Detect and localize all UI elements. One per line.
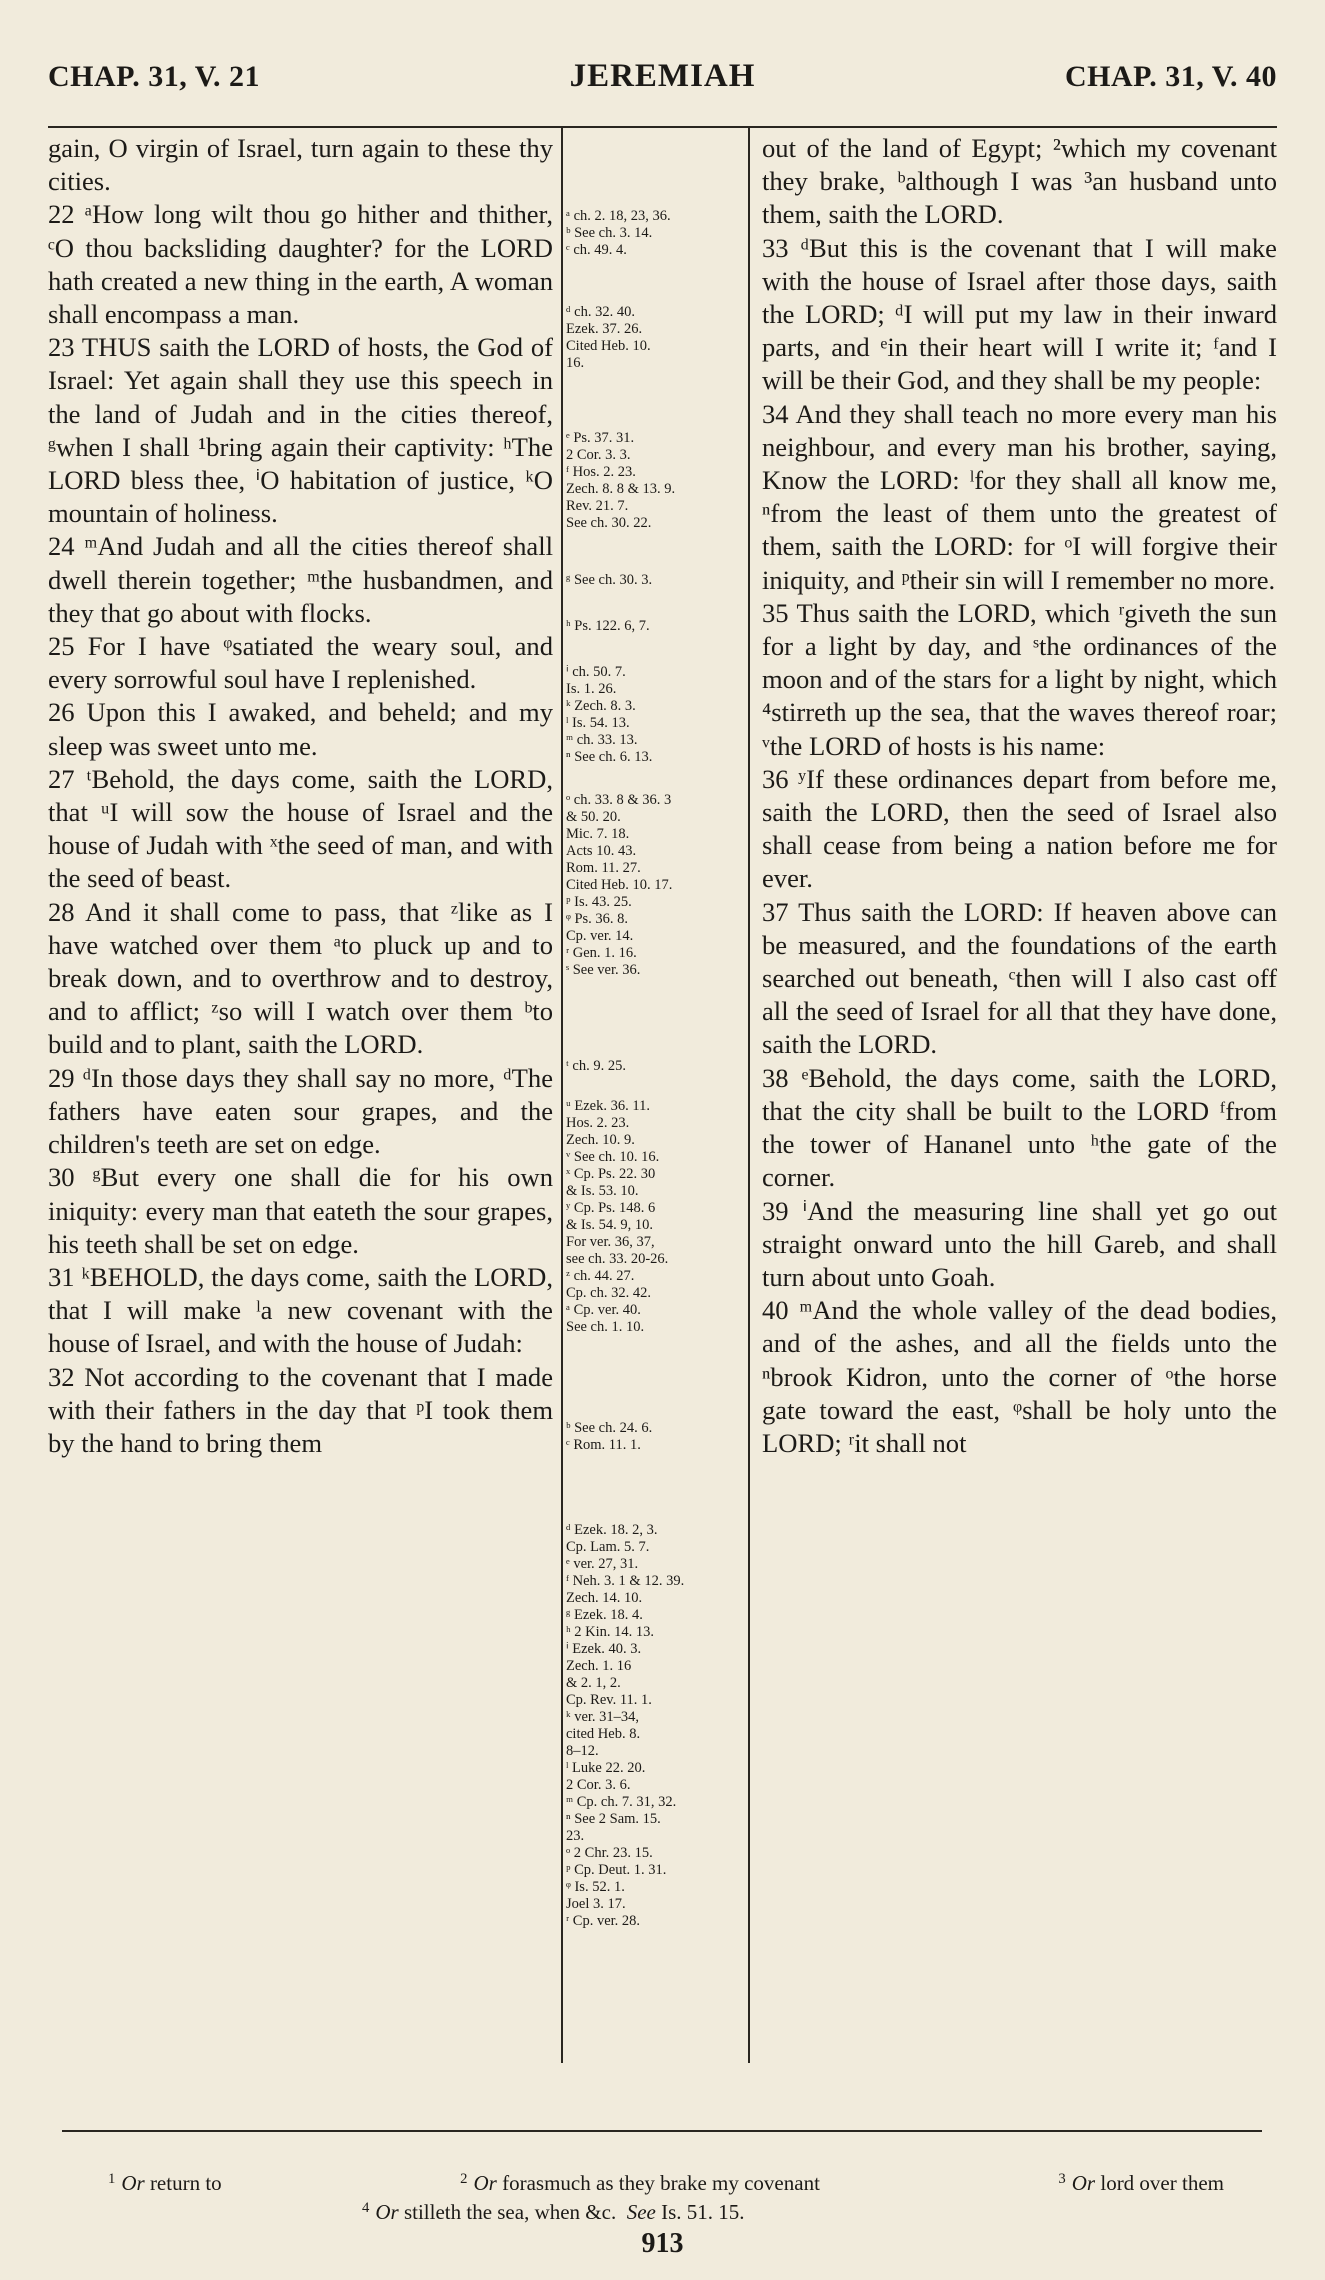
- ref-group-v33b: [566, 430, 744, 532]
- cross-reference-line: ᵘ Ezek. 36. 11.: [566, 1098, 650, 1114]
- cross-reference-line: ᶜ ch. 49. 4.: [566, 242, 627, 258]
- cross-reference-line: ᵖ Cp. Deut. 1. 31.: [566, 1862, 667, 1878]
- footnote-4-number: 4: [362, 2200, 370, 2217]
- footnote-2: [460, 2170, 820, 2199]
- footnote-1-number: 1: [108, 2171, 116, 2188]
- cross-reference-line: Cited Heb. 10.: [566, 338, 651, 354]
- verse-24: 24 ᵐAnd Judah and all the cities thereof shall dwell therein together; ᵐthe husbandmen, and they that go about with flocks.: [48, 531, 553, 628]
- footnotes: [62, 2170, 1262, 2228]
- ref-group-v33a: [566, 304, 744, 372]
- footnote-4-see: See: [626, 2200, 656, 2224]
- cross-reference-line: 23.: [566, 1828, 585, 1844]
- cross-reference-line: ˣ Cp. Ps. 22. 30: [566, 1166, 656, 1182]
- cross-reference-line: ᵉ ver. 27, 31.: [566, 1556, 639, 1572]
- cross-reference-line: ˢ See ver. 36.: [566, 962, 641, 978]
- ref-group-v34: [566, 792, 744, 979]
- cross-reference-line: ʳ Cp. ver. 28.: [566, 1913, 641, 1929]
- column-rule-left: [561, 128, 563, 2063]
- cross-reference-line: Joel 3. 17.: [566, 1896, 626, 1912]
- verse-31: 31 ᵏBEHOLD, the days come, saith the LORD, that I will make ˡa new covenant with the house of Israel, and with the house of Judah:: [48, 1261, 553, 1359]
- verse-30: 30 ᵍBut every one shall die for his own iniquity: every man that eateth the sour grapes, his teeth shall be set on edge.: [48, 1162, 553, 1259]
- verse-26: 26 Upon this I awaked, and beheld; and my sleep was sweet unto me.: [48, 697, 553, 761]
- footnote-row-2: [62, 2199, 1262, 2228]
- cross-reference-line: Cp. ch. 32. 42.: [566, 1285, 651, 1301]
- ref-group-v27u: [566, 1098, 744, 1336]
- ref-group-v22: [566, 208, 744, 259]
- verse-34: 34 And they shall teach no more every man his neighbour, and every man his brother, saying, Know the LORD: ˡfor they shall all know me, ⁿfrom the least of them unto the greatest of them, saith the LORD: for ᵒI will forgive their iniquity, and ᵖtheir sin will I remember no more.: [762, 398, 1277, 595]
- verse-38: 38 ᵉBehold, the days come, saith the LORD, that the city shall be built to the LORD ᶠfrom the tower of Hananel unto ʰthe gate of the corner.: [762, 1062, 1277, 1193]
- cross-reference-line: ᵏ Zech. 8. 3.: [566, 698, 636, 714]
- cross-reference-line: ᵍ See ch. 30. 3.: [566, 572, 653, 588]
- footnote-3-text: lord over them: [1100, 2171, 1224, 2195]
- cross-reference-line: ᵒ 2 Chr. 23. 15.: [566, 1845, 653, 1861]
- cross-reference-line: ʳ Gen. 1. 16.: [566, 945, 637, 961]
- ref-group-v23g: [566, 572, 744, 589]
- cross-reference-line: Cp. Lam. 5. 7.: [566, 1539, 650, 1555]
- cross-reference-line: ᵠ Ps. 36. 8.: [566, 911, 629, 927]
- footnote-1-text: return to: [149, 2171, 222, 2195]
- ref-group-v23h: [566, 618, 744, 635]
- column-rule-right: [748, 128, 750, 2063]
- cross-reference-line: Acts 10. 43.: [566, 843, 637, 859]
- cross-reference-line: Zech. 1. 16: [566, 1658, 632, 1674]
- cross-reference-line: & 2. 1, 2.: [566, 1675, 621, 1691]
- running-head: [48, 58, 1277, 118]
- footnote-2-text: forasmuch as they brake my covenant: [502, 2171, 820, 2195]
- footnote-4-or: Or: [375, 2200, 399, 2224]
- cross-reference-line: 2 Cor. 3. 3.: [566, 447, 631, 463]
- cross-reference-line: 16.: [566, 355, 585, 371]
- verse-27: 27 ᵗBehold, the days come, saith the LORD, that ᵘI will sow the house of Israel and the house of Judah with ˣthe seed of man, and with the seed of beast.: [48, 763, 553, 894]
- header-book-title: JEREMIAH: [569, 58, 756, 94]
- ref-group-v29: [566, 1522, 744, 1930]
- cross-reference-line: ᵃ Cp. ver. 40.: [566, 1302, 641, 1318]
- footnote-2-number: 2: [460, 2171, 468, 2188]
- header-left-chapter-verse: CHAP. 31, V. 21: [48, 60, 260, 93]
- cross-reference-line: Zech. 10. 9.: [566, 1132, 635, 1148]
- cross-reference-line: ⁿ See ch. 6. 13.: [566, 749, 653, 765]
- right-text-column: [762, 132, 1277, 1460]
- cross-reference-line: & 50. 20.: [566, 809, 621, 825]
- header-right-chapter-verse: CHAP. 31, V. 40: [1065, 60, 1277, 93]
- verse-35: 35 Thus saith the LORD, which ʳgiveth the sun for a light by day, and ˢthe ordinances of the moon and of the stars for a light by night, which ⁴stirreth up the sea, that the waves thereof roar; ᵛthe LORD of hosts is his name:: [762, 597, 1277, 761]
- cross-reference-line: ᵃ ch. 2. 18, 23, 36.: [566, 208, 671, 224]
- cross-reference-line: Zech. 8. 8 & 13. 9.: [566, 481, 676, 497]
- cross-reference-line: ᵈ ch. 32. 40.: [566, 304, 635, 320]
- cross-reference-line: ᵇ See ch. 3. 14.: [566, 225, 653, 241]
- footnote-3-number: 3: [1058, 2171, 1066, 2188]
- cross-reference-line: ⁱ ch. 50. 7.: [566, 664, 626, 680]
- cross-reference-line: ʸ Cp. Ps. 148. 6: [566, 1200, 656, 1216]
- verse-29: 29 ᵈIn those days they shall say no more, ᵈThe fathers have eaten sour grapes, and the children's teeth are set on edge.: [48, 1062, 553, 1160]
- cross-reference-column: [566, 132, 744, 2062]
- cross-reference-line: See ch. 1. 10.: [566, 1319, 645, 1335]
- cross-reference-line: 2 Cor. 3. 6.: [566, 1777, 631, 1793]
- ref-group-v27t: [566, 1058, 744, 1075]
- left-text-column: [48, 132, 553, 1460]
- footnote-1: [108, 2170, 222, 2199]
- cross-reference-line: ⁱ Ezek. 40. 3.: [566, 1641, 642, 1657]
- cross-reference-line: & Is. 53. 10.: [566, 1183, 639, 1199]
- page-number: 913: [641, 2228, 684, 2259]
- cross-reference-line: & Is. 54. 9, 10.: [566, 1217, 653, 1233]
- cross-reference-line: Zech. 14. 10.: [566, 1590, 643, 1606]
- verse-40: 40 ᵐAnd the whole valley of the dead bodies, and of the ashes, and all the fields unto the ⁿbrook Kidron, unto the corner of ᵒthe horse gate toward the east, ᵠshall be holy unto the LORD; ʳit shall not: [762, 1295, 1277, 1458]
- cross-reference-line: 8–12.: [566, 1743, 599, 1759]
- verse-39: 39 ⁱAnd the measuring line shall yet go out straight onward unto the hill Gareb, and shall turn about unto Goah.: [762, 1195, 1277, 1292]
- cross-reference-line: Cp. Rev. 11. 1.: [566, 1692, 652, 1708]
- cross-reference-line: ᵖ Is. 43. 25.: [566, 894, 632, 910]
- verse-36: 36 ʸIf these ordinances depart from before me, saith the LORD, then the seed of Israel also shall cease from being a nation before me for ever.: [762, 763, 1277, 894]
- cross-reference-line: Mic. 7. 18.: [566, 826, 630, 842]
- cross-reference-line: ᶜ Rom. 11. 1.: [566, 1437, 641, 1453]
- footnote-rule: [62, 2130, 1262, 2132]
- cross-reference-line: ᵐ Cp. ch. 7. 31, 32.: [566, 1794, 677, 1810]
- verse-28: 28 And it shall come to pass, that ᶻlike as I have watched over them ᵃto pluck up and to break down, and to overthrow and to destroy, and to afflict; ᶻso will I watch over them ᵇto build and to plant, saith the LORD.: [48, 896, 553, 1060]
- cross-reference-line: ʰ 2 Kin. 14. 13.: [566, 1624, 655, 1640]
- footnote-row-1: [62, 2170, 1262, 2199]
- verse-32: 32 Not according to the covenant that I made with their fathers in the day that ᵖI took them by the hand to bring them: [48, 1361, 553, 1458]
- verse-32-end: out of the land of Egypt; ²which my covenant they brake, ᵇalthough I was ³an husband unto them, saith the LORD.: [762, 133, 1277, 230]
- cross-reference-line: Rom. 11. 27.: [566, 860, 641, 876]
- verse-33: 33 ᵈBut this is the covenant that I will make with the house of Israel after those days, saith the LORD; ᵈI will put my law in their inward parts, and ᵉin their heart will I write it; ᶠand I will be their God, and they shall be my people:: [762, 232, 1277, 396]
- verse-37: 37 Thus saith the LORD: If heaven above can be measured, and the foundations of the earth searched out beneath, ᶜthen will I also cast off all the seed of Israel for all that they have done, saith the LORD.: [762, 896, 1277, 1060]
- footnote-3: [1058, 2170, 1224, 2199]
- cross-reference-line: ⁿ See 2 Sam. 15.: [566, 1811, 661, 1827]
- footnote-4-text: stilleth the sea, when &c.: [403, 2200, 617, 2224]
- cross-reference-line: see ch. 33. 20-26.: [566, 1251, 669, 1267]
- cross-reference-line: ᶻ ch. 44. 27.: [566, 1268, 635, 1284]
- cross-reference-line: Ezek. 37. 26.: [566, 321, 643, 337]
- cross-reference-line: ᵠ Is. 52. 1.: [566, 1879, 625, 1895]
- cross-reference-line: ᵐ ch. 33. 13.: [566, 732, 638, 748]
- cross-reference-line: ᵇ See ch. 24. 6.: [566, 1420, 653, 1436]
- cross-reference-line: ˡ Is. 54. 13.: [566, 715, 630, 731]
- footnote-1-or: Or: [121, 2171, 145, 2195]
- cross-reference-line: For ver. 36, 37,: [566, 1234, 655, 1250]
- cross-reference-line: ᵍ Ezek. 18. 4.: [566, 1607, 643, 1623]
- footnote-2-or: Or: [473, 2171, 497, 2195]
- footnote-4-reference: Is. 51. 15.: [661, 2200, 745, 2224]
- cross-reference-line: ᶠ Hos. 2. 23.: [566, 464, 636, 480]
- verse-23: 23 THUS saith the LORD of hosts, the God of Israel: Yet again shall they use this speech in the land of Judah and in the cities thereof, ᵍwhen I shall ¹bring again their captivity: ʰThe LORD bless thee, ⁱO habitation of justice, ᵏO mountain of holiness.: [48, 332, 553, 529]
- cross-reference-line: ʰ Ps. 122. 6, 7.: [566, 618, 650, 634]
- cross-reference-line: Is. 1. 26.: [566, 681, 617, 697]
- footnote-3-or: Or: [1071, 2171, 1096, 2195]
- verse-21-end: gain, O virgin of Israel, turn again to these thy cities.: [48, 133, 553, 197]
- cross-reference-line: ᵈ Ezek. 18. 2, 3.: [566, 1522, 658, 1538]
- header-rule: [48, 126, 1277, 128]
- cross-reference-line: ᵒ ch. 33. 8 & 36. 3: [566, 792, 672, 808]
- ref-group-v23i: [566, 664, 744, 766]
- cross-reference-line: ˡ Luke 22. 20.: [566, 1760, 646, 1776]
- verse-25: 25 For I have ᵠsatiated the weary soul, and every sorrowful soul have I replenished.: [48, 631, 553, 695]
- cross-reference-line: Rev. 21. 7.: [566, 498, 629, 514]
- cross-reference-line: cited Heb. 8.: [566, 1726, 641, 1742]
- ref-group-v28b: [566, 1420, 744, 1454]
- cross-reference-line: Hos. 2. 23.: [566, 1115, 630, 1131]
- cross-reference-line: ᵉ Ps. 37. 31.: [566, 430, 635, 446]
- cross-reference-line: ᶠ Neh. 3. 1 & 12. 39.: [566, 1573, 685, 1589]
- cross-reference-line: ᵏ ver. 31–34,: [566, 1709, 640, 1725]
- cross-reference-line: Cited Heb. 10. 17.: [566, 877, 673, 893]
- cross-reference-line: ᵛ See ch. 10. 16.: [566, 1149, 660, 1165]
- cross-reference-line: Cp. ver. 14.: [566, 928, 634, 944]
- cross-reference-line: ᵗ ch. 9. 25.: [566, 1058, 626, 1074]
- verse-22: 22 ᵃHow long wilt thou go hither and thither, ᶜO thou backsliding daughter? for the LORD hath created a new thing in the earth, A woman shall encompass a man.: [48, 199, 553, 330]
- cross-reference-line: See ch. 30. 22.: [566, 515, 652, 531]
